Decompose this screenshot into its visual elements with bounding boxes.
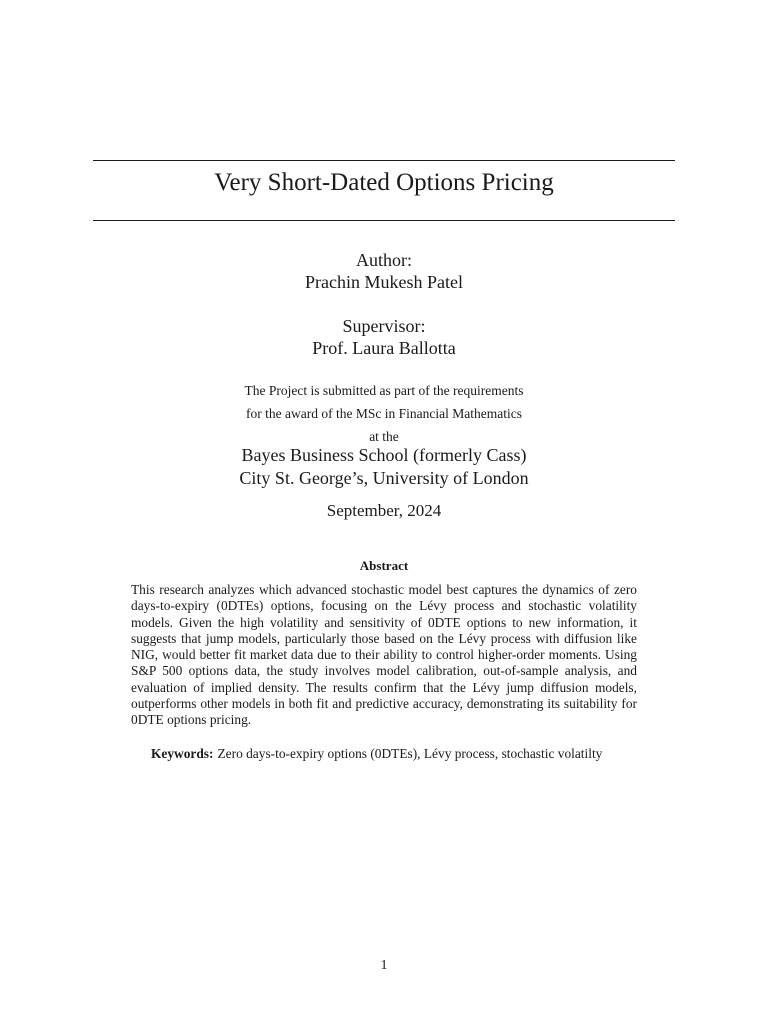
title-rule-top (93, 160, 675, 161)
institution-line-1: Bayes Business School (formerly Cass) (241, 445, 527, 465)
page-number: 1 (380, 958, 388, 973)
keywords-label: Keywords: (151, 746, 214, 761)
supervisor-name: Prof. Laura Ballotta (312, 338, 456, 358)
submission-line-2: for the award of the MSc in Financial Mathematics (246, 406, 522, 421)
submission-date: September, 2024 (326, 501, 442, 520)
submission-line-3: at the (369, 429, 399, 444)
page-title: Very Short-Dated Options Pricing (214, 169, 554, 196)
supervisor-label: Supervisor: (342, 316, 426, 336)
author-name: Prachin Mukesh Patel (305, 272, 463, 292)
keywords (131, 746, 637, 762)
abstract-text: This research analyzes which advanced stochastic model best captures the dynamics of zero days-to-expiry (0DTEs) options, focusing on the Lévy process and stochastic volatility models. Given the high volatility and sensitivity of 0DTE options to new information, it suggests that jump models, particularly those based on the Lévy process with diffusion like NIG, would better fit market data due to their ability to control higher-order moments. Using S&P 500 options data, the study involves model calibration, out-of-sample analysis, and evaluation of implied density. The results confirm that the Lévy jump diffusion models, outperforms other models in both fit and predictive accuracy, demonstrating its suitability for 0DTE options pricing. (131, 582, 637, 728)
institution-line-2: City St. George’s, University of London (239, 468, 529, 488)
abstract-heading: Abstract (359, 558, 409, 573)
submission-line-1: The Project is submitted as part of the requirements (244, 383, 524, 398)
keywords-text: Zero days-to-expiry options (0DTEs), Lévy process, stochastic volatilty (217, 746, 603, 761)
title-rule-bottom (93, 220, 675, 221)
author-label: Author: (356, 250, 412, 270)
